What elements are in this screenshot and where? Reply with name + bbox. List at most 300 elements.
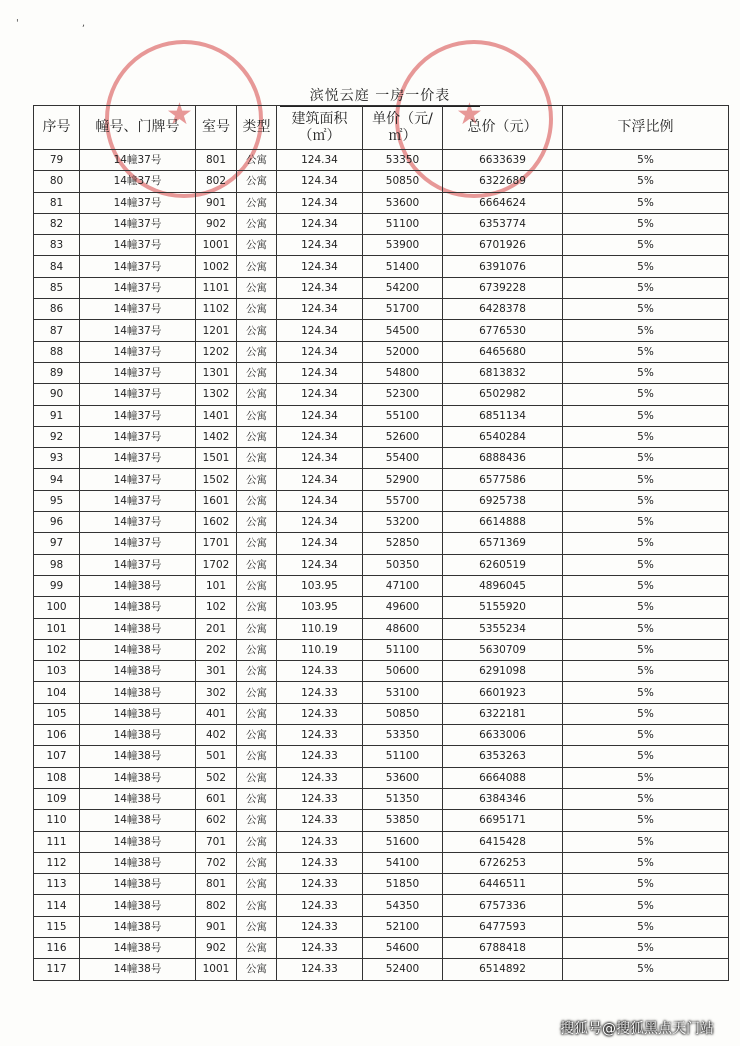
cell-room: 1401 [196,405,237,426]
cell-discount: 5% [563,490,729,511]
cell-discount: 5% [563,277,729,298]
cell-type: 公寓 [237,362,277,383]
cell-discount: 5% [563,213,729,234]
cell-unit-price: 53850 [363,810,443,831]
cell-total-price: 6726253 [443,852,563,873]
cell-serial: 103 [34,661,80,682]
cell-area: 124.33 [277,661,363,682]
table-row [34,852,729,873]
cell-discount: 5% [563,384,729,405]
cell-type: 公寓 [237,725,277,746]
cell-serial: 92 [34,426,80,447]
cell-discount: 5% [563,767,729,788]
cell-total-price: 6384346 [443,788,563,809]
cell-total-price: 6739228 [443,277,563,298]
cell-type: 公寓 [237,767,277,788]
cell-total-price: 6446511 [443,874,563,895]
cell-area: 124.34 [277,256,363,277]
cell-unit-price: 47100 [363,575,443,596]
cell-serial: 91 [34,405,80,426]
table-row [34,299,729,320]
cell-total-price: 6776530 [443,320,563,341]
cell-building: 14幢38号 [80,874,196,895]
cell-area: 124.33 [277,767,363,788]
cell-area: 124.33 [277,874,363,895]
table-row [34,277,729,298]
cell-total-price: 5155920 [443,597,563,618]
cell-area: 124.33 [277,725,363,746]
cell-room: 601 [196,788,237,809]
cell-area: 110.19 [277,618,363,639]
cell-discount: 5% [563,150,729,171]
cell-building: 14幢38号 [80,895,196,916]
cell-type: 公寓 [237,916,277,937]
cell-discount: 5% [563,874,729,895]
cell-total-price: 6577586 [443,469,563,490]
cell-building: 14幢37号 [80,362,196,383]
watermark-text: 搜狐号@搜狐黑点天门站 [560,1021,714,1037]
cell-room: 901 [196,916,237,937]
cell-building: 14幢37号 [80,533,196,554]
cell-type: 公寓 [237,384,277,405]
cell-total-price: 5630709 [443,639,563,660]
cell-discount: 5% [563,426,729,447]
cell-total-price: 6701926 [443,235,563,256]
table-row [34,171,729,192]
cell-building: 14幢38号 [80,810,196,831]
cell-total-price: 6601923 [443,682,563,703]
cell-building: 14幢37号 [80,384,196,405]
cell-serial: 93 [34,448,80,469]
table-row [34,150,729,171]
cell-building: 14幢37号 [80,235,196,256]
table-row [34,490,729,511]
cell-serial: 79 [34,150,80,171]
table-row [34,725,729,746]
cell-discount: 5% [563,916,729,937]
cell-room: 901 [196,192,237,213]
cell-type: 公寓 [237,320,277,341]
cell-unit-price: 52400 [363,959,443,980]
table-row [34,405,729,426]
table-row [34,362,729,383]
cell-type: 公寓 [237,852,277,873]
cell-room: 301 [196,661,237,682]
cell-discount: 5% [563,256,729,277]
cell-building: 14幢38号 [80,682,196,703]
cell-area: 124.33 [277,788,363,809]
cell-room: 502 [196,767,237,788]
cell-area: 110.19 [277,639,363,660]
cell-type: 公寓 [237,341,277,362]
header-area: 建筑面积（㎡） [277,106,363,150]
cell-discount: 5% [563,341,729,362]
table-row [34,937,729,958]
cell-discount: 5% [563,852,729,873]
cell-discount: 5% [563,895,729,916]
cell-serial: 94 [34,469,80,490]
cell-serial: 112 [34,852,80,873]
table-row [34,575,729,596]
header-discount: 下浮比例 [563,106,729,150]
cell-building: 14幢37号 [80,341,196,362]
cell-area: 124.33 [277,937,363,958]
cell-unit-price: 51100 [363,639,443,660]
cell-building: 14幢37号 [80,277,196,298]
cell-area: 124.34 [277,235,363,256]
cell-total-price: 6353774 [443,213,563,234]
table-row [34,703,729,724]
cell-discount: 5% [563,661,729,682]
header-unit-price: 单价（元/㎡） [363,106,443,150]
cell-building: 14幢37号 [80,320,196,341]
header-total-price: 总价（元） [443,106,563,150]
cell-building: 14幢38号 [80,831,196,852]
cell-room: 1101 [196,277,237,298]
cell-total-price: 6925738 [443,490,563,511]
cell-discount: 5% [563,725,729,746]
cell-serial: 80 [34,171,80,192]
cell-type: 公寓 [237,746,277,767]
cell-serial: 117 [34,959,80,980]
cell-serial: 82 [34,213,80,234]
cell-type: 公寓 [237,959,277,980]
cell-unit-price: 50850 [363,171,443,192]
cell-room: 702 [196,852,237,873]
cell-type: 公寓 [237,554,277,575]
cell-serial: 85 [34,277,80,298]
cell-type: 公寓 [237,426,277,447]
cell-serial: 101 [34,618,80,639]
cell-area: 124.34 [277,150,363,171]
cell-total-price: 6322689 [443,171,563,192]
cell-unit-price: 53600 [363,767,443,788]
table-row [34,639,729,660]
cell-building: 14幢38号 [80,767,196,788]
cell-type: 公寓 [237,788,277,809]
cell-unit-price: 52300 [363,384,443,405]
cell-area: 103.95 [277,597,363,618]
cell-area: 124.33 [277,852,363,873]
cell-discount: 5% [563,320,729,341]
cell-total-price: 6477593 [443,916,563,937]
cell-unit-price: 51850 [363,874,443,895]
cell-area: 124.34 [277,533,363,554]
cell-building: 14幢38号 [80,937,196,958]
cell-discount: 5% [563,618,729,639]
cell-room: 402 [196,725,237,746]
cell-discount: 5% [563,597,729,618]
cell-total-price: 6614888 [443,512,563,533]
cell-unit-price: 54100 [363,852,443,873]
cell-serial: 86 [34,299,80,320]
cell-type: 公寓 [237,213,277,234]
table-row [34,235,729,256]
table-row [34,341,729,362]
header-room: 室号 [196,106,237,150]
cell-area: 124.34 [277,320,363,341]
table-row [34,448,729,469]
cell-room: 1702 [196,554,237,575]
cell-serial: 104 [34,682,80,703]
cell-unit-price: 50350 [363,554,443,575]
cell-total-price: 6415428 [443,831,563,852]
cell-unit-price: 52900 [363,469,443,490]
cell-building: 14幢37号 [80,512,196,533]
cell-total-price: 6633639 [443,150,563,171]
cell-unit-price: 54600 [363,937,443,958]
cell-unit-price: 48600 [363,618,443,639]
cell-building: 14幢37号 [80,299,196,320]
cell-discount: 5% [563,554,729,575]
cell-building: 14幢38号 [80,597,196,618]
bureau-seal-star-icon: ★ [456,97,483,132]
cell-room: 201 [196,618,237,639]
table-row [34,512,729,533]
cell-serial: 99 [34,575,80,596]
cell-type: 公寓 [237,469,277,490]
cell-total-price: 6757336 [443,895,563,916]
cell-total-price: 6514892 [443,959,563,980]
cell-serial: 105 [34,703,80,724]
cell-serial: 83 [34,235,80,256]
cell-total-price: 6391076 [443,256,563,277]
cell-type: 公寓 [237,448,277,469]
cell-unit-price: 51600 [363,831,443,852]
cell-serial: 97 [34,533,80,554]
cell-total-price: 6322181 [443,703,563,724]
cell-unit-price: 50600 [363,661,443,682]
cell-type: 公寓 [237,703,277,724]
cell-unit-price: 53100 [363,682,443,703]
cell-unit-price: 53350 [363,150,443,171]
cell-serial: 90 [34,384,80,405]
cell-building: 14幢38号 [80,725,196,746]
cell-serial: 88 [34,341,80,362]
cell-type: 公寓 [237,874,277,895]
cell-room: 902 [196,937,237,958]
scan-specks: ' , [16,18,116,29]
cell-unit-price: 51400 [363,256,443,277]
cell-unit-price: 51100 [363,213,443,234]
cell-room: 802 [196,171,237,192]
cell-discount: 5% [563,959,729,980]
table-row [34,192,729,213]
cell-total-price: 6465680 [443,341,563,362]
table-row [34,256,729,277]
table-row [34,554,729,575]
cell-building: 14幢38号 [80,639,196,660]
table-row [34,682,729,703]
table-row [34,469,729,490]
cell-room: 1202 [196,341,237,362]
cell-building: 14幢38号 [80,959,196,980]
cell-unit-price: 52850 [363,533,443,554]
cell-type: 公寓 [237,682,277,703]
cell-area: 124.33 [277,959,363,980]
cell-serial: 102 [34,639,80,660]
table-row [34,618,729,639]
cell-area: 124.34 [277,341,363,362]
cell-building: 14幢38号 [80,575,196,596]
cell-type: 公寓 [237,597,277,618]
cell-building: 14幢37号 [80,405,196,426]
cell-area: 103.95 [277,575,363,596]
table-row [34,874,729,895]
cell-area: 124.33 [277,746,363,767]
cell-unit-price: 53600 [363,192,443,213]
cell-room: 1701 [196,533,237,554]
cell-area: 124.34 [277,171,363,192]
cell-discount: 5% [563,831,729,852]
cell-type: 公寓 [237,277,277,298]
cell-building: 14幢37号 [80,469,196,490]
cell-discount: 5% [563,682,729,703]
cell-building: 14幢38号 [80,852,196,873]
cell-area: 124.34 [277,277,363,298]
cell-unit-price: 55400 [363,448,443,469]
cell-room: 1602 [196,512,237,533]
cell-area: 124.34 [277,512,363,533]
cell-total-price: 5355234 [443,618,563,639]
cell-type: 公寓 [237,810,277,831]
cell-building: 14幢37号 [80,192,196,213]
cell-total-price: 4896045 [443,575,563,596]
cell-room: 801 [196,874,237,895]
cell-serial: 116 [34,937,80,958]
cell-unit-price: 54800 [363,362,443,383]
cell-area: 124.34 [277,469,363,490]
cell-room: 302 [196,682,237,703]
cell-type: 公寓 [237,512,277,533]
cell-unit-price: 52100 [363,916,443,937]
cell-unit-price: 51350 [363,788,443,809]
table-header-row [34,106,729,150]
cell-type: 公寓 [237,171,277,192]
cell-room: 1002 [196,256,237,277]
cell-type: 公寓 [237,618,277,639]
table-row [34,959,729,980]
cell-discount: 5% [563,171,729,192]
cell-unit-price: 50850 [363,703,443,724]
cell-room: 1402 [196,426,237,447]
cell-building: 14幢37号 [80,448,196,469]
cell-discount: 5% [563,810,729,831]
cell-building: 14幢37号 [80,426,196,447]
cell-area: 124.33 [277,810,363,831]
cell-room: 1501 [196,448,237,469]
table-row [34,831,729,852]
cell-discount: 5% [563,192,729,213]
cell-total-price: 6813832 [443,362,563,383]
table-row [34,320,729,341]
cell-room: 902 [196,213,237,234]
table-row [34,810,729,831]
cell-building: 14幢38号 [80,661,196,682]
cell-type: 公寓 [237,831,277,852]
cell-unit-price: 51700 [363,299,443,320]
cell-type: 公寓 [237,192,277,213]
cell-total-price: 6695171 [443,810,563,831]
table-row [34,597,729,618]
cell-total-price: 6788418 [443,937,563,958]
cell-area: 124.34 [277,448,363,469]
cell-area: 124.34 [277,426,363,447]
cell-building: 14幢37号 [80,554,196,575]
cell-total-price: 6664088 [443,767,563,788]
table-row [34,661,729,682]
cell-area: 124.34 [277,192,363,213]
cell-unit-price: 49600 [363,597,443,618]
cell-unit-price: 55100 [363,405,443,426]
table-row [34,916,729,937]
cell-area: 124.34 [277,299,363,320]
cell-area: 124.34 [277,554,363,575]
cell-room: 1201 [196,320,237,341]
cell-discount: 5% [563,299,729,320]
cell-discount: 5% [563,469,729,490]
cell-room: 701 [196,831,237,852]
cell-area: 124.34 [277,384,363,405]
cell-total-price: 6571369 [443,533,563,554]
cell-unit-price: 54200 [363,277,443,298]
cell-discount: 5% [563,235,729,256]
cell-total-price: 6502982 [443,384,563,405]
cell-building: 14幢37号 [80,490,196,511]
cell-room: 1001 [196,959,237,980]
cell-serial: 107 [34,746,80,767]
cell-total-price: 6540284 [443,426,563,447]
cell-area: 124.34 [277,213,363,234]
cell-total-price: 6633006 [443,725,563,746]
cell-building: 14幢38号 [80,916,196,937]
cell-serial: 108 [34,767,80,788]
cell-serial: 113 [34,874,80,895]
cell-area: 124.33 [277,682,363,703]
cell-building: 14幢37号 [80,171,196,192]
cell-building: 14幢38号 [80,618,196,639]
cell-type: 公寓 [237,639,277,660]
cell-room: 101 [196,575,237,596]
cell-building: 14幢37号 [80,256,196,277]
cell-type: 公寓 [237,235,277,256]
cell-discount: 5% [563,575,729,596]
cell-unit-price: 51100 [363,746,443,767]
cell-serial: 95 [34,490,80,511]
cell-building: 14幢38号 [80,703,196,724]
cell-serial: 98 [34,554,80,575]
cell-unit-price: 52000 [363,341,443,362]
table-row [34,788,729,809]
cell-discount: 5% [563,703,729,724]
cell-discount: 5% [563,639,729,660]
cell-unit-price: 52600 [363,426,443,447]
cell-type: 公寓 [237,490,277,511]
header-building: 幢号、门牌号 [80,106,196,150]
cell-unit-price: 55700 [363,490,443,511]
cell-discount: 5% [563,512,729,533]
cell-building: 14幢38号 [80,746,196,767]
table-row [34,895,729,916]
cell-unit-price: 53350 [363,725,443,746]
table-row [34,213,729,234]
header-type: 类型 [237,106,277,150]
cell-serial: 114 [34,895,80,916]
cell-building: 14幢38号 [80,788,196,809]
cell-serial: 110 [34,810,80,831]
cell-area: 124.33 [277,916,363,937]
cell-room: 1601 [196,490,237,511]
